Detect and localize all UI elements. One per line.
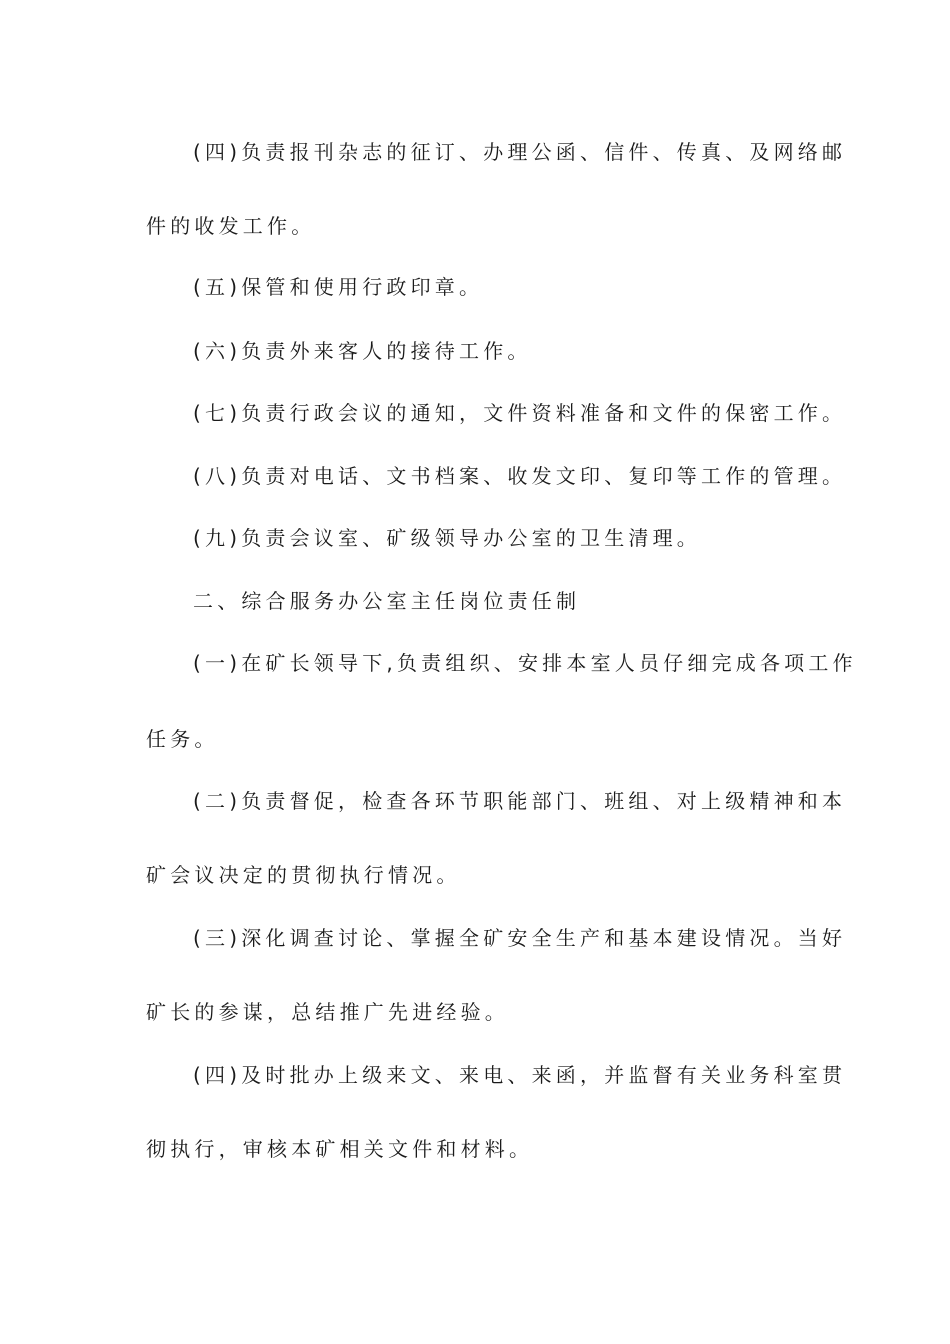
section-heading: 二、综合服务办公室主任岗位责任制 <box>193 589 581 613</box>
paragraph-line: (六)负责外来客人的接待工作。 <box>193 339 532 363</box>
paragraph-line: (二)负责督促，检查各环节职能部门、班组、对上级精神和本 <box>193 789 847 813</box>
paragraph-line: (七)负责行政会议的通知，文件资料准备和文件的保密工作。 <box>193 401 847 425</box>
paragraph-line: (五)保管和使用行政印章。 <box>193 275 484 299</box>
paragraph-line: 矿长的参谋，总结推广先进经验。 <box>146 1000 509 1024</box>
paragraph-line: (三)深化调查讨论、掌握全矿安全生产和基本建设情况。当好 <box>193 926 847 950</box>
paragraph-line: (九)负责会议室、矿级领导办公室的卫生清理。 <box>193 526 702 550</box>
paragraph-line: (四)负责报刊杂志的征订、办理公函、信件、传真、及网络邮 <box>193 140 847 164</box>
paragraph-line: 任务。 <box>146 727 219 751</box>
paragraph-line: (四)及时批办上级来文、来电、来函，并监督有关业务科室贯 <box>193 1063 847 1087</box>
paragraph-line: 彻执行，审核本矿相关文件和材料。 <box>146 1137 534 1161</box>
paragraph-line: 矿会议决定的贯彻执行情况。 <box>146 863 461 887</box>
paragraph-line: (八)负责对电话、文书档案、收发文印、复印等工作的管理。 <box>193 464 847 488</box>
paragraph-line: 件的收发工作。 <box>146 214 316 238</box>
paragraph-line: (一)在矿长领导下,负责组织、安排本室人员仔细完成各项工作 <box>193 651 857 675</box>
